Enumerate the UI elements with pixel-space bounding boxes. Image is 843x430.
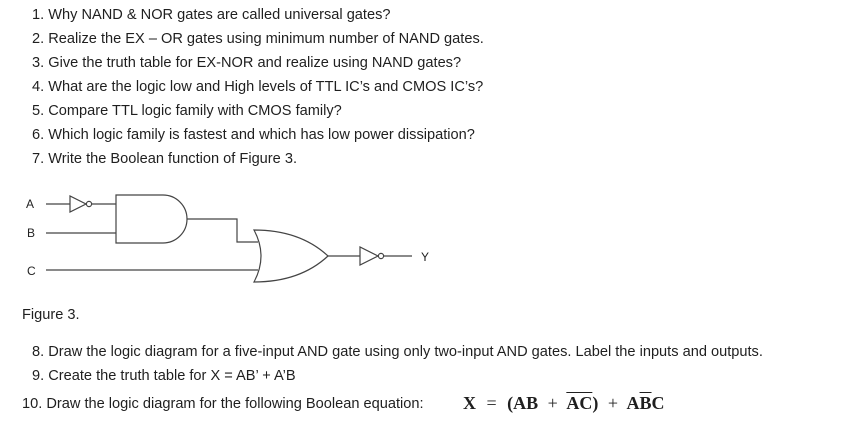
eq-sign: =	[486, 393, 497, 413]
question-1: 1. Why NAND & NOR gates are called universal gates?	[32, 7, 391, 23]
eq-a: A	[626, 393, 640, 413]
eq-open-paren: (	[507, 393, 514, 413]
not-gate-a	[70, 196, 86, 212]
question-3: 3. Give the truth table for EX-NOR and realize using NAND gates?	[32, 55, 462, 71]
question-4: 4. What are the logic low and High levels of TTL IC’s and CMOS IC’s?	[32, 79, 484, 95]
question-7: 7. Write the Boolean function of Figure 3.	[32, 151, 298, 167]
question-6: 6. Which logic family is fastest and which has low power dissipation?	[32, 127, 475, 143]
not-gate-a-bubble	[86, 201, 91, 206]
question-10: 10. Draw the logic diagram for the following Boolean equation:	[22, 396, 424, 412]
eq-ab: AB	[513, 393, 539, 413]
or-gate	[254, 230, 328, 282]
eq-c: C	[651, 393, 665, 413]
input-c-label: C	[27, 264, 36, 278]
figure-caption: Figure 3.	[22, 307, 80, 323]
eq-close-paren: )	[592, 393, 599, 413]
not-gate-output-bubble	[378, 253, 383, 258]
wire-and-to-or	[187, 219, 258, 242]
eq-plus-2: +	[607, 393, 618, 413]
eq-b-bar: $\overline{B}$	[639, 393, 652, 413]
question-2: 2. Realize the EX – OR gates using minimum number of NAND gates.	[32, 31, 484, 47]
question-9: 9. Create the truth table for X = AB’ + A’B	[32, 368, 296, 384]
eq-x: X	[463, 393, 476, 413]
question-5: 5. Compare TTL logic family with CMOS family?	[32, 103, 342, 119]
logic-circuit-diagram	[0, 185, 450, 295]
not-gate-output	[360, 247, 378, 265]
eq-plus-1: +	[547, 393, 558, 413]
input-b-label: B	[27, 226, 36, 240]
question-8: 8. Draw the logic diagram for a five-input AND gate using only two-input AND gates. Label the inputs and outputs.	[32, 344, 763, 360]
input-a-label: A	[26, 197, 35, 211]
output-y-label: Y	[421, 250, 430, 264]
boolean-equation	[463, 393, 665, 414]
eq-ac-bar: $\overline{AC}$	[566, 393, 593, 413]
and-gate-1	[116, 195, 187, 243]
